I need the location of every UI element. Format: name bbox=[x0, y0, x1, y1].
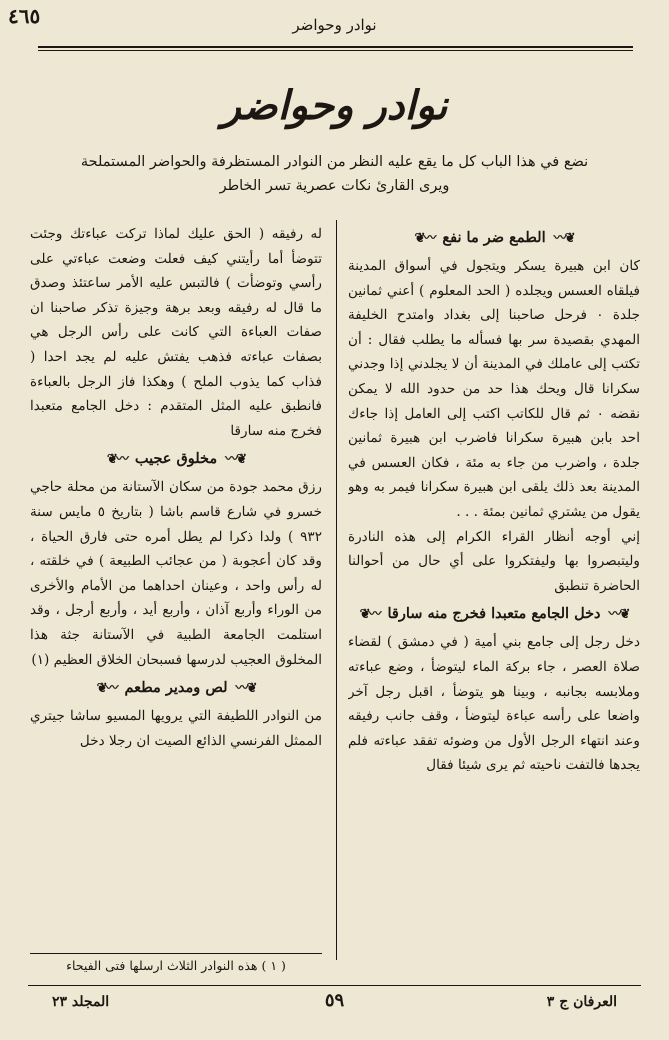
section-title: نوادر وحواضر bbox=[221, 82, 448, 129]
running-head-title: نوادر وحواضر bbox=[292, 16, 377, 34]
paragraph: رزق محمد جودة من سكان الآستانة من محلة حاجي خسرو في شارع قاسم باشا ( بتاريخ ٥ مايس سنة ٩٣٢ ) ولدا ذكرا لم يطل أمره حتى فارق الحياة ، وقد كان أعجوبة ( من عجائب الطبيعة ) في خلقته ، له رأس واحد ، وعينان احداهما من الأمام والأخرى من الوراء وأربع آذان ، وأربع أيد ، وأربع أرجل ، وقد استلمت الجامعة الطبية في الآستانة جثة هذا المخلوق العجيب لدرسها فسبحان الخلاق العظيم (١) bbox=[30, 479, 322, 668]
ornament-icon: ❦〰 bbox=[235, 680, 256, 696]
ornament-icon: 〰❦ bbox=[414, 230, 435, 246]
heading-strange-creature bbox=[30, 443, 322, 475]
heading-text: دخل الجامع متعبدا فخرج منه سارقا bbox=[387, 605, 601, 623]
heading-text: لص ومدير مطعم bbox=[124, 678, 228, 696]
footer-page-number: ٥٩ bbox=[324, 990, 345, 1011]
ornament-icon: 〰❦ bbox=[96, 680, 117, 696]
footer-volume: المجلد ٢٣ bbox=[52, 994, 110, 1010]
left-column bbox=[30, 222, 322, 947]
heading-mosque-thief bbox=[348, 598, 640, 630]
heading-greed bbox=[348, 222, 640, 254]
paragraph: إني أوجه أنظار القراء الكرام إلى هذه النادرة وليتبصروا بها وليفتكروا على أي حال من أحوالنا الحاضرة تنطبق bbox=[348, 528, 640, 594]
page-number-top: ٤٦٥ bbox=[8, 4, 41, 28]
paragraph: دخل رجل إلى جامع بني أمية ( في دمشق ) لقضاء صلاة العصر ، جاء بركة الماء ليتوضأ ، وضع عباءته وملابسه بجانبه ، وبينا هو يتوضأ ، اقبل رجل آخر واضعا على رأسه عباءة ليتوضأ ، وقف جانب رفيقه وعند انتهاء الرجل الأول من وضوئه تفقد عباءته فلم يجدها فالتفت ناحيته ثم يرى شيئا فقال bbox=[348, 634, 640, 774]
ornament-icon: ❦〰 bbox=[608, 606, 629, 622]
ornament-icon: 〰❦ bbox=[359, 606, 380, 622]
paragraph: كان ابن هبيرة يسكر ويتجول في أسواق المدينة فيلقاه العسس ويجلده ( الحد المعلوم ) أعني ثمانين جلدة ٠ فرحل صاحبنا إلى بغداد وامتدح الخليفة المهدي بقصيدة سر بها فسأله ما يطلب فقال : أن تكتب إلى عاملك في المدينة أن لا يجلدني إذا وجدني سكرانا قال ويحك هذا حد من حدود الله لا يمكن نقضه ٠ ثم قال للكاتب اكتب إلى العامل إذا جاءك احد بابن هبيرة سكرانا فاضرب ابن هبيرة ثمانين جلدة ، واضرب من جاء به مئة ، فكان العسس في المدينة بعد ذلك يلقى ابن هبيرة سكرانا فيمر به وهو يقول من يشتري ثمانين بمئة . . . bbox=[348, 258, 640, 520]
section-intro: نضع في هذا الباب كل ما يقع عليه النظر من النوادر المستظرفة والحواضر المستملحة ويرى القارئ نكات عصرية تسر الخاطر bbox=[80, 154, 589, 194]
heading-text: الطمع ضر ما نفع bbox=[442, 228, 546, 246]
bottom-rule bbox=[28, 985, 641, 986]
ornament-icon: ❦〰 bbox=[553, 230, 574, 246]
top-rule-thin bbox=[38, 50, 633, 51]
column-divider bbox=[336, 220, 337, 960]
footer-journal: العرفان ج ٣ bbox=[546, 994, 617, 1010]
footnote-rule bbox=[30, 953, 322, 954]
ornament-icon: ❦〰 bbox=[225, 451, 246, 467]
footnote: ( ١ ) هذه النوادر الثلاث ارسلها فتى الفيحاء bbox=[66, 958, 286, 973]
running-head bbox=[40, 8, 629, 42]
heading-thief-restaurant bbox=[30, 672, 322, 704]
heading-text: مخلوق عجيب bbox=[134, 450, 218, 468]
ornament-icon: 〰❦ bbox=[106, 451, 127, 467]
paragraph: له رفيقه ( الحق عليك لماذا تركت عباءتك وجئت تتوضأ أما رأيتني كيف فعلت وضعت عباءتي على رأسي وتوضأت ) فالتبس عليه الأمر ساعتئذ وصدق ما قال له رفيقه وبعد برهة وجيزة تذكر صاحبنا ان صفات العباءة التي كانت على رأس الرجل هي بصفات عباءته فذهب يفتش عليه لم يجد احدا ( فذاب كما يذوب الملح ) وهكذا فاز الرجل بالعباءة فانطبق عليه المثل المتقدم : دخل الجامع متعبدا فخرج منه سارقا bbox=[30, 226, 322, 439]
right-column bbox=[348, 222, 640, 947]
paragraph: من النوادر اللطيفة التي يرويها المسيو ساشا جيتري الممثل الفرنسي الذائع الصيت ان رجلا دخل bbox=[30, 708, 322, 749]
top-rule bbox=[38, 46, 633, 48]
